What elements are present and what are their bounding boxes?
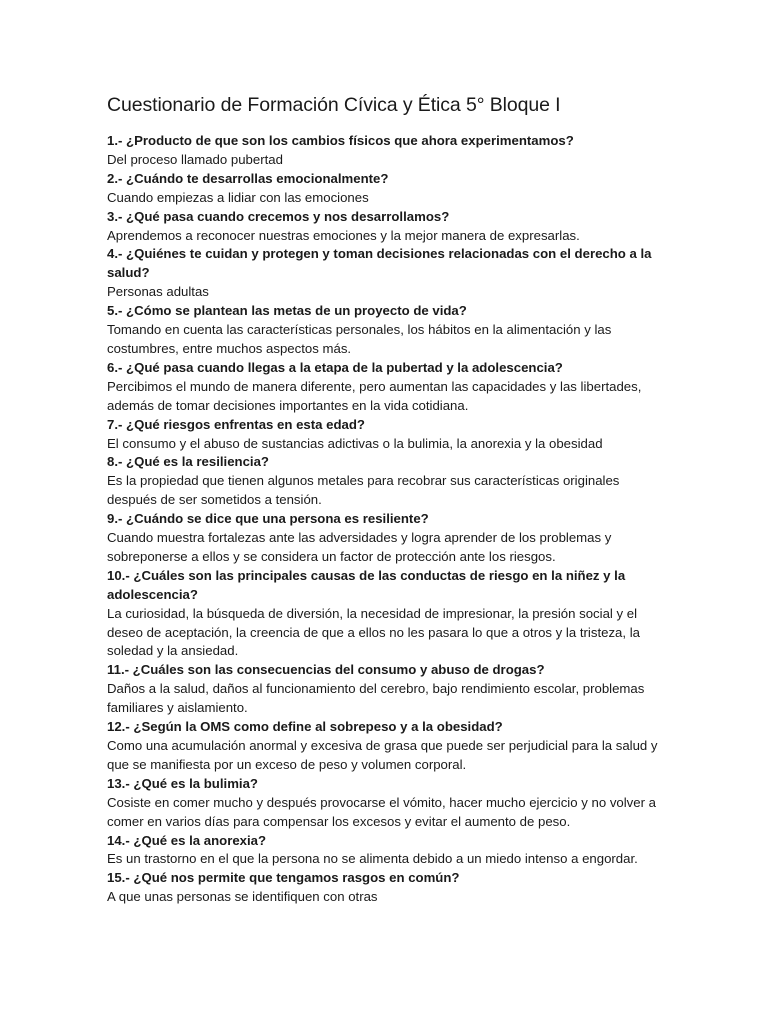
qa-item-2	[107, 170, 667, 208]
question-10: 10.- ¿Cuáles son las principales causas de las conductas de riesgo en la niñez y la adolescencia?	[107, 567, 626, 602]
question-6: 6.- ¿Qué pasa cuando llegas a la etapa de la pubertad y la adolescencia?	[107, 359, 563, 375]
answer-5: Tomando en cuenta las características personales, los hábitos en la alimentación y las costumbres, entre muchos aspectos más.	[107, 322, 612, 356]
question-14: 14.- ¿Qué es la anorexia?	[107, 832, 267, 848]
question-5: 5.- ¿Cómo se plantean las metas de un proyecto de vida?	[107, 303, 467, 319]
qa-item-5	[107, 302, 667, 359]
document-page	[107, 92, 667, 907]
question-7: 7.- ¿Qué riesgos enfrentas en esta edad?	[107, 416, 365, 432]
qa-item-6	[107, 359, 667, 416]
question-12: 12.- ¿Según la OMS como define al sobrepeso y a la obesidad?	[107, 719, 503, 735]
question-2: 2.- ¿Cuándo te desarrollas emocionalmente?	[107, 170, 389, 186]
qa-item-12	[107, 718, 667, 775]
qa-item-7	[107, 416, 667, 454]
answer-8: Es la propiedad que tienen algunos metales para recobrar sus características originales después de ser sometidos a tensión.	[107, 473, 620, 508]
answer-2: Cuando empiezas a lidiar con las emociones	[107, 189, 369, 205]
answer-9: Cuando muestra fortalezas ante las adversidades y logra aprender de los problemas y sobreponerse a ellos y se considera un factor de protección ante los riesgos.	[107, 530, 612, 564]
answer-4: Personas adultas	[107, 284, 209, 300]
answer-13: Cosiste en comer mucho y después provocarse el vómito, hacer mucho ejercicio y no volver a comer en varios días para compensar los excesos y evitar el aumento de peso.	[107, 794, 656, 829]
document-title: Cuestionario de Formación Cívica y Ética 5° Bloque I	[107, 94, 561, 116]
question-9: 9.- ¿Cuándo se dice que una persona es resiliente?	[107, 511, 429, 527]
answer-10: La curiosidad, la búsqueda de diversión, la necesidad de impresionar, la presión social y el deseo de aceptación, la creencia de que a ellos no les pasara lo que a otros y la tristeza, la soledad y la ansiedad.	[107, 605, 640, 659]
answer-15: A que unas personas se identifiquen con otras	[107, 889, 378, 905]
qa-item-3	[107, 208, 667, 246]
question-15: 15.- ¿Qué nos permite que tengamos rasgos en común?	[107, 870, 460, 886]
qa-item-14	[107, 832, 667, 870]
qa-item-4	[107, 245, 667, 302]
answer-6: Percibimos el mundo de manera diferente, pero aumentan las capacidades y las libertades, además de tomar decisiones importantes en la vida cotidiana.	[107, 378, 642, 413]
question-1: 1.- ¿Producto de que son los cambios físicos que ahora experimentamos?	[107, 133, 574, 148]
qa-item-15	[107, 869, 667, 907]
qa-item-13	[107, 775, 667, 832]
answer-11: Daños a la salud, daños al funcionamiento del cerebro, bajo rendimiento escolar, problemas familiares y aislamiento.	[107, 681, 645, 716]
question-13: 13.- ¿Qué es la bulimia?	[107, 775, 258, 791]
answer-3: Aprendemos a reconocer nuestras emociones y la mejor manera de expresarlas.	[107, 227, 580, 243]
qa-item-9	[107, 510, 667, 567]
qa-item-8	[107, 453, 667, 510]
answer-14: Es un trastorno en el que la persona no se alimenta debido a un miedo intenso a engordar.	[107, 851, 638, 867]
answer-7: El consumo y el abuso de sustancias adictivas o la bulimia, la anorexia y la obesidad	[107, 435, 603, 451]
question-4: 4.- ¿Quiénes te cuidan y protegen y toman decisiones relacionadas con el derecho a la salud?	[107, 246, 652, 281]
answer-1: Del proceso llamado pubertad	[107, 151, 283, 167]
qa-item-10	[107, 567, 667, 662]
answer-12: Como una acumulación anormal y excesiva de grasa que puede ser perjudicial para la salud y que se manifiesta por un exceso de peso y volumen corporal.	[107, 738, 658, 772]
qa-item-1	[107, 132, 667, 170]
qa-item-11	[107, 661, 667, 718]
question-3: 3.- ¿Qué pasa cuando crecemos y nos desarrollamos?	[107, 208, 450, 224]
question-11: 11.- ¿Cuáles son las consecuencias del consumo y abuso de drogas?	[107, 662, 545, 678]
question-8: 8.- ¿Qué es la resiliencia?	[107, 454, 269, 470]
